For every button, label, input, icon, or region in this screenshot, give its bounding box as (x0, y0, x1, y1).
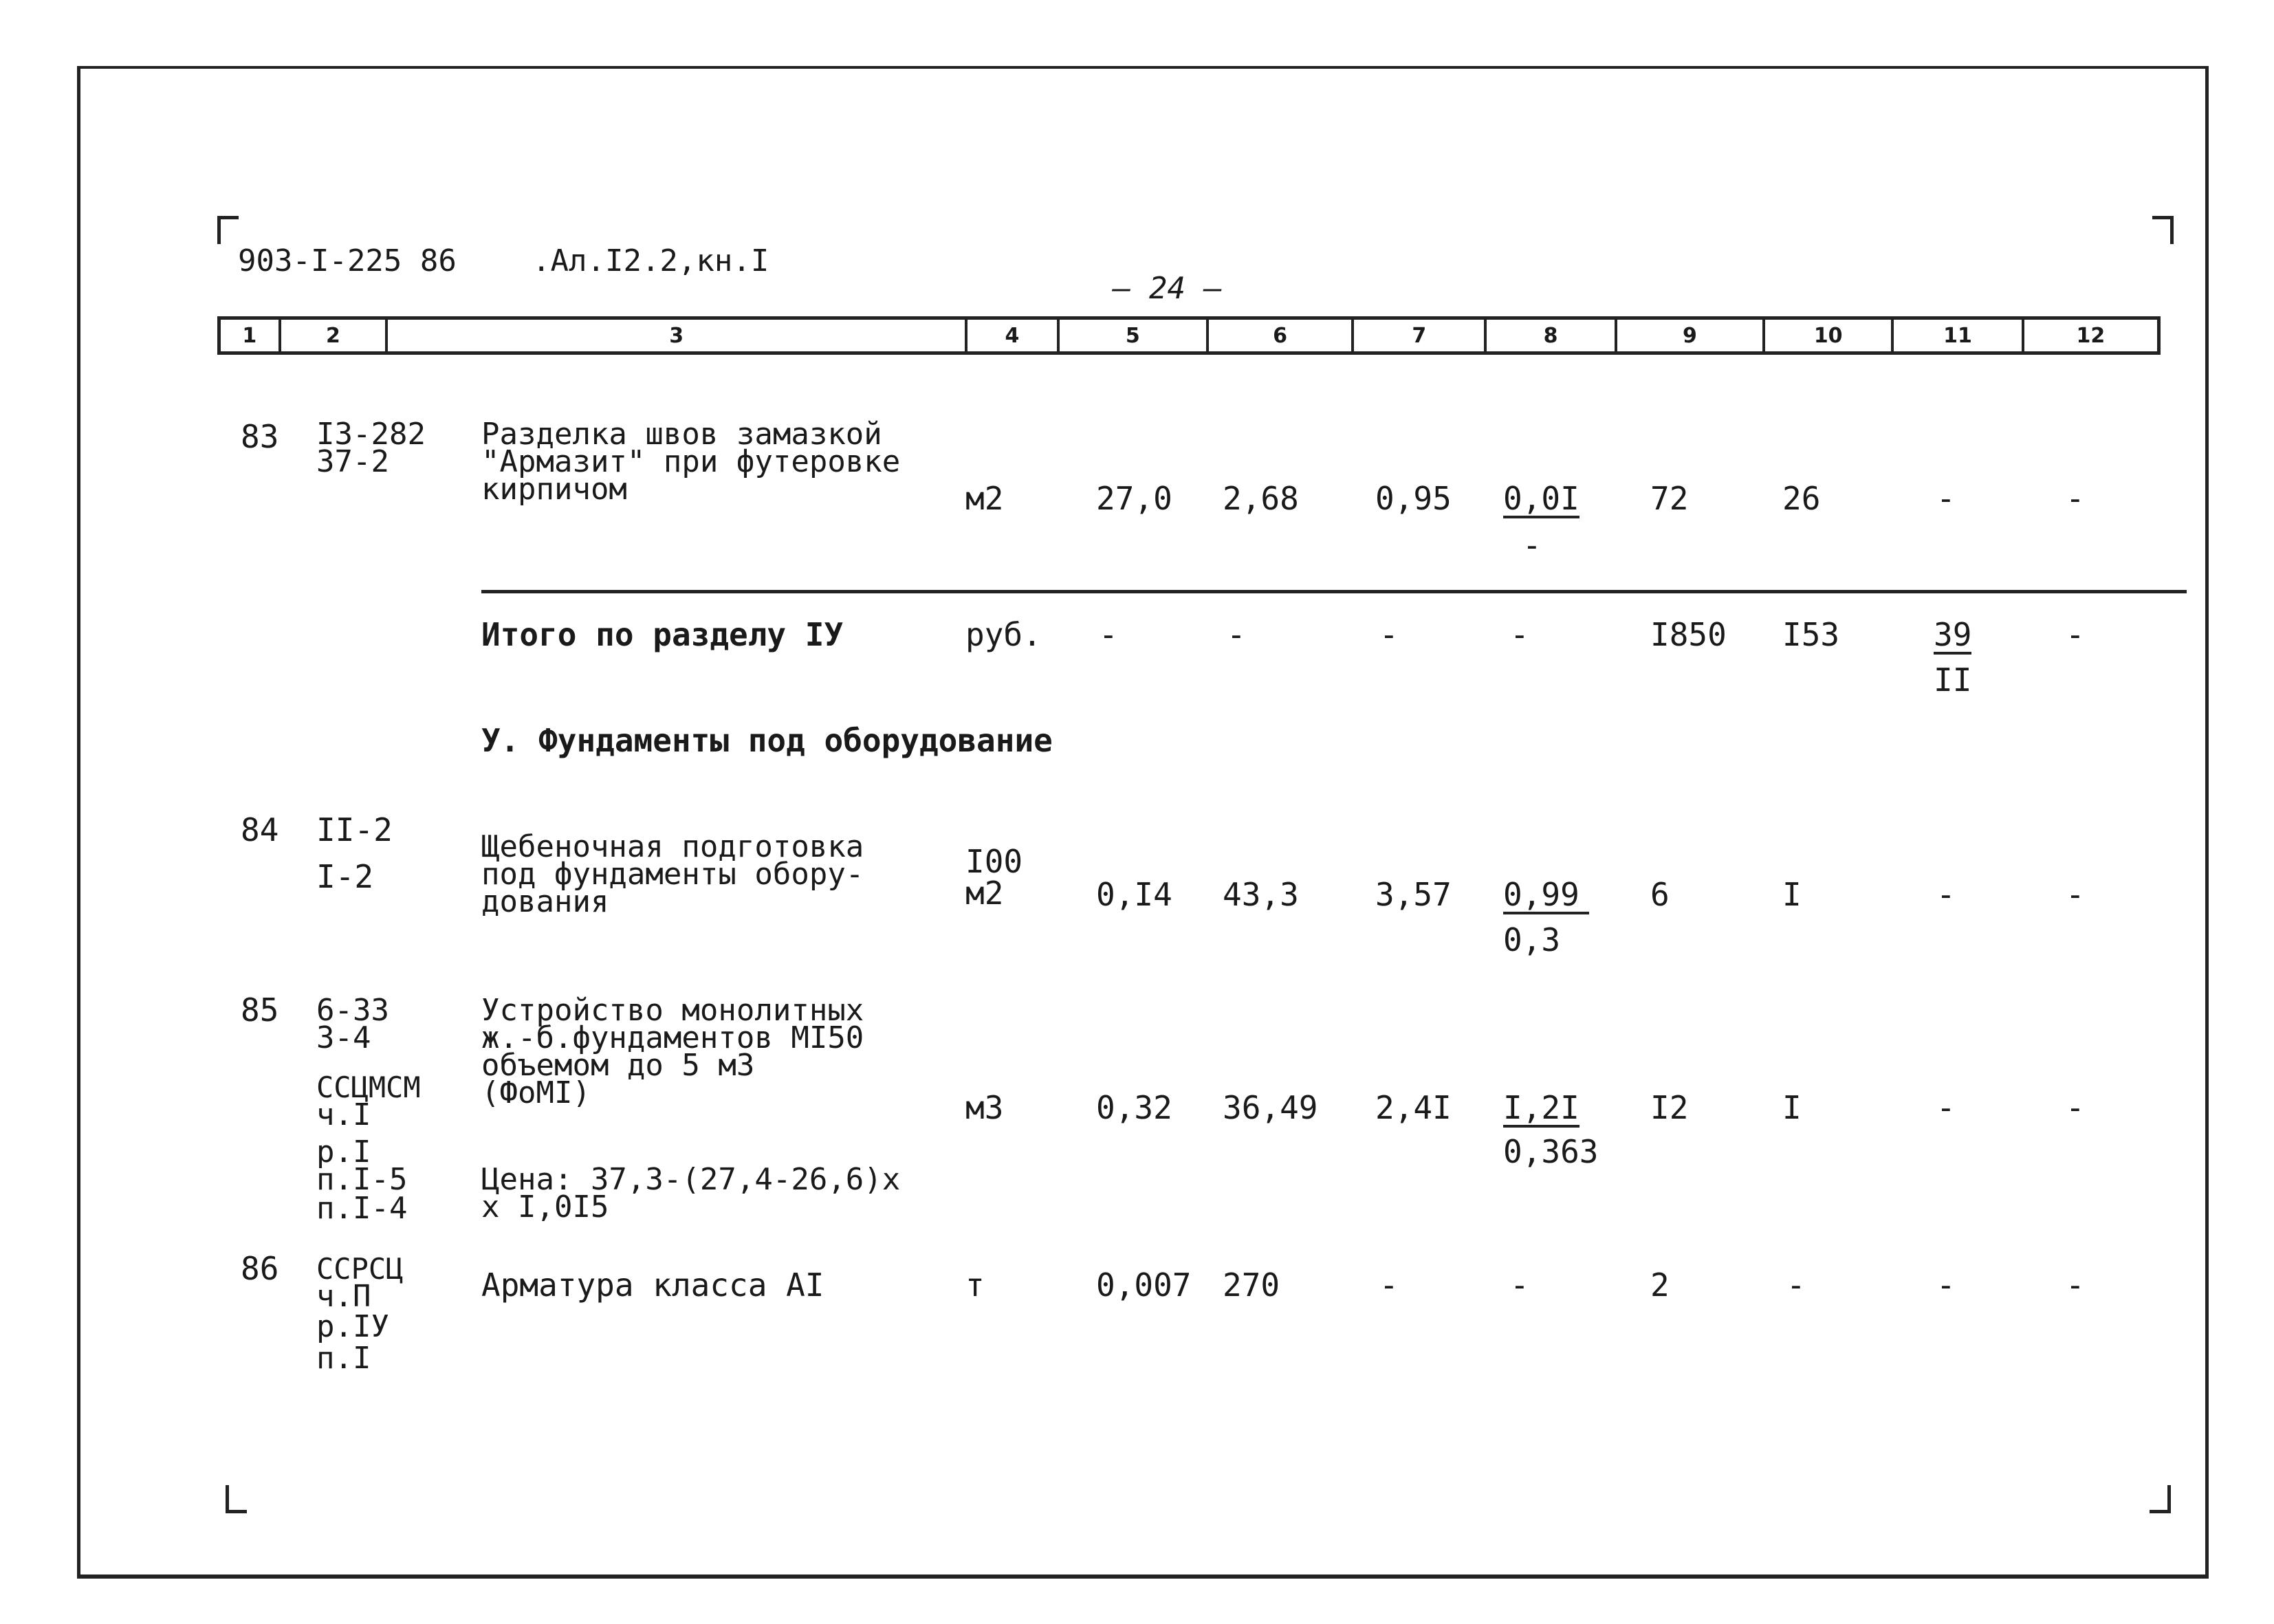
cell-col11: - (1936, 1089, 1956, 1126)
corner-mark-bottom-left (226, 1485, 247, 1513)
column-header: 5 (1060, 320, 1209, 351)
work-description: Устройство монолитных (481, 993, 864, 1028)
norm-code: 3-4 (316, 1020, 371, 1055)
page-number: — 24 — (1113, 271, 1222, 306)
cell-col8-top: 0,0I (1503, 480, 1579, 517)
column-header: 4 (967, 320, 1060, 351)
cell-col8-bottom: 0,363 (1503, 1133, 1599, 1170)
column-header: 10 (1765, 320, 1894, 351)
cell-col12: - (2066, 1089, 2085, 1126)
unit: м2 (965, 480, 1004, 517)
cell-col7: 3,57 (1375, 876, 1452, 913)
cell-col11: - (1936, 876, 1956, 913)
cell-col12: - (2066, 480, 2085, 517)
cell-col6: 2,68 (1223, 480, 1299, 517)
column-header: 9 (1617, 320, 1765, 351)
cell-col6: 43,3 (1223, 876, 1299, 913)
cell-col9: 6 (1650, 876, 1670, 913)
norm-code: р.IУ (316, 1309, 389, 1344)
quantity: 0,32 (1096, 1089, 1172, 1126)
work-description: Разделка швов замазкой (481, 417, 882, 452)
cell-col10: I (1782, 876, 1802, 913)
column-header-row (217, 316, 2161, 355)
work-description: "Армазит" при футеровке (481, 444, 901, 479)
doc-code: 903-I-225 86 (238, 243, 457, 278)
cell-col6: 36,49 (1223, 1089, 1318, 1126)
album-ref: .Ал.I2.2,кн.I (532, 243, 769, 278)
cell-col11-bottom: II (1934, 661, 1972, 699)
cell-col11: - (1936, 1266, 1956, 1304)
corner-mark-bottom-right (2150, 1485, 2171, 1513)
column-header: 12 (2076, 323, 2106, 348)
cell-col10: I (1782, 1089, 1802, 1126)
work-description: ж.-б.фундаментов МI50 (481, 1020, 864, 1055)
norm-code: II-2 (316, 811, 393, 848)
norm-code: ч.I (316, 1097, 371, 1132)
section-divider (481, 590, 2187, 593)
cell-col5: - (1099, 616, 1118, 653)
cell-col6: - (1227, 616, 1246, 653)
norm-code: ч.П (316, 1279, 371, 1314)
norm-code: 6-33 (316, 993, 389, 1028)
cell-col12: - (2066, 616, 2085, 653)
column-header: 6 (1209, 320, 1354, 351)
unit: т (965, 1266, 985, 1304)
cell-col8-top: 0,99 (1503, 879, 1589, 914)
unit: руб. (965, 616, 1042, 653)
cell-col11-top: 39 (1934, 616, 1972, 653)
norm-code: ССЦМСМ (316, 1071, 421, 1104)
cell-col9: 72 (1650, 480, 1689, 517)
cell-col8-bottom: - (1522, 527, 1542, 564)
unit: м2 (965, 875, 1004, 912)
cell-col8: - (1510, 1266, 1529, 1304)
cell-col9: I2 (1650, 1089, 1689, 1126)
norm-code: р.I (316, 1134, 371, 1170)
quantity: 0,007 (1096, 1266, 1192, 1304)
work-description: Арматура класса АI (481, 1266, 824, 1304)
cell-col12: - (2066, 1266, 2085, 1304)
price-formula: Цена: 37,3-(27,4-26,6)х (481, 1162, 901, 1197)
norm-code: п.I (316, 1341, 371, 1376)
quantity: 0,I4 (1096, 876, 1172, 913)
row-number: 84 (241, 811, 279, 848)
norm-code: п.I-5 (316, 1162, 408, 1197)
cell-col7: - (1379, 616, 1399, 653)
row-number: 85 (241, 991, 279, 1029)
column-header: 11 (1894, 320, 2024, 351)
cell-col10: 26 (1782, 480, 1821, 517)
unit: I00 (965, 843, 1023, 880)
work-description: Щебеночная подготовка (481, 829, 864, 864)
quantity: 27,0 (1096, 480, 1172, 517)
corner-mark-top-left (217, 216, 239, 244)
total-label: Итого по разделу IУ (481, 616, 844, 653)
column-header: 1 (221, 320, 281, 351)
norm-code: ССРСЦ (316, 1252, 404, 1286)
cell-col8: - (1510, 616, 1529, 653)
cell-col7: - (1379, 1266, 1399, 1304)
cell-col10: - (1786, 1266, 1806, 1304)
cell-col7: 2,4I (1375, 1089, 1452, 1126)
corner-mark-top-right (2152, 216, 2174, 244)
column-header: 8 (1487, 320, 1617, 351)
work-description: под фундаменты обору- (481, 857, 864, 892)
cell-col8-top: I,2I (1503, 1089, 1579, 1126)
norm-code: п.I-4 (316, 1191, 408, 1226)
cell-col6: 270 (1223, 1266, 1280, 1304)
row-number: 86 (241, 1250, 279, 1287)
work-description: объемом до 5 м3 (481, 1048, 755, 1083)
column-header: 2 (281, 320, 388, 351)
unit: м3 (965, 1089, 1004, 1126)
work-description: кирпичом (481, 472, 627, 507)
cell-col9: 2 (1650, 1266, 1670, 1304)
column-header: 7 (1354, 320, 1487, 351)
column-header: 3 (388, 320, 967, 351)
price-formula: х I,0I5 (481, 1189, 609, 1225)
work-description: дования (481, 884, 609, 919)
cell-col8-bottom: 0,3 (1503, 921, 1561, 958)
cell-col12: - (2066, 876, 2085, 913)
norm-code: 37-2 (316, 444, 389, 479)
section-title: У. Фундаменты под оборудование (481, 722, 1053, 759)
cell-col7: 0,95 (1375, 480, 1452, 517)
norm-code: I3-282 (316, 417, 426, 452)
work-description: (ФоМI) (481, 1075, 591, 1110)
cell-col10: I53 (1782, 616, 1840, 653)
norm-code: I-2 (316, 858, 374, 895)
cell-col11: - (1936, 480, 1956, 517)
cell-col9: I850 (1650, 616, 1727, 653)
row-number: 83 (241, 418, 279, 455)
